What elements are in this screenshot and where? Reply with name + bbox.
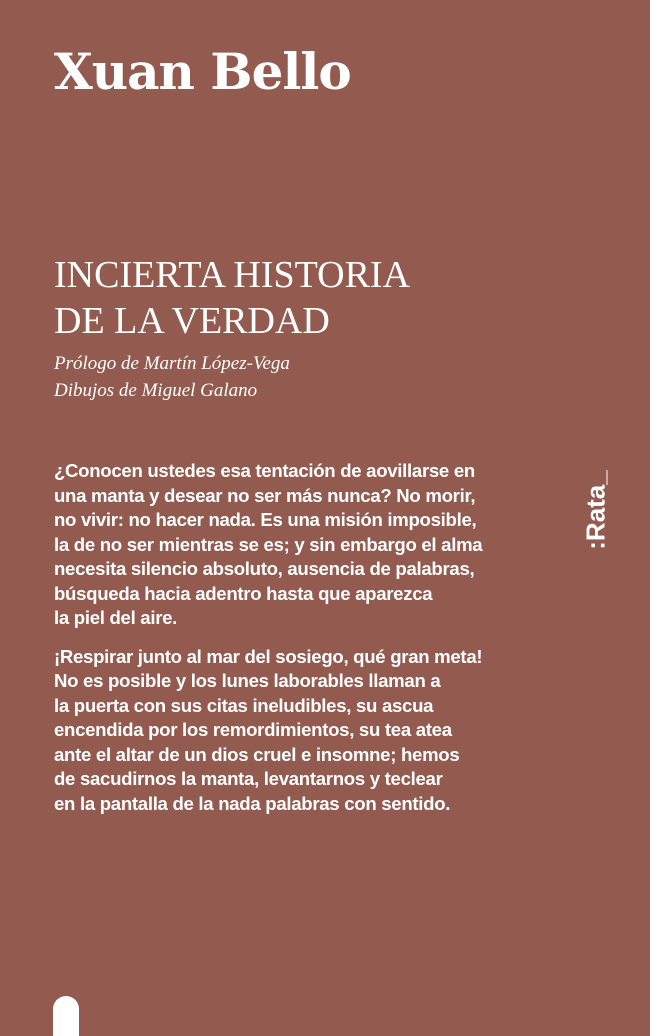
author-name: Xuan Bello bbox=[54, 42, 351, 101]
publisher-logo bbox=[578, 470, 614, 550]
blurb-line: ante el altar de un dios cruel e insomne; hemos bbox=[54, 743, 460, 765]
blurb-line: encendida por los remordimientos, su tea atea bbox=[54, 719, 452, 740]
blurb-line: de sacudirnos la manta, levantarnos y teclear bbox=[54, 768, 443, 789]
blurb-line: no vivir: no hacer nada. Es una misión imposible, bbox=[54, 509, 477, 530]
blurb-paragraph bbox=[54, 645, 554, 817]
publisher-name: :Rata_ bbox=[580, 470, 611, 550]
blurb-line: No es posible y los lunes laborables llaman a bbox=[54, 670, 441, 691]
prologue-credit: Prólogo de Martín López-Vega bbox=[54, 353, 290, 374]
blurb bbox=[54, 459, 554, 830]
blurb-paragraph bbox=[54, 459, 554, 631]
credits bbox=[54, 350, 290, 404]
blurb-line: en la pantalla de la nada palabras con sentido. bbox=[54, 792, 451, 814]
title-line: DE LA VERDAD bbox=[54, 300, 330, 342]
blurb-line: ¿Conocen ustedes esa tentación de aovillarse en bbox=[54, 460, 475, 481]
blurb-line: una manta y desear no ser más nunca? No morir, bbox=[54, 484, 476, 506]
book-title bbox=[54, 252, 410, 344]
blurb-line: la piel del aire. bbox=[54, 607, 178, 628]
title-line: INCIERTA HISTORIA bbox=[54, 254, 411, 296]
blurb-line: ¡Respirar junto al mar del sosiego, qué gran meta! bbox=[54, 645, 483, 667]
blurb-line: la puerta con sus citas ineludibles, su ascua bbox=[54, 694, 434, 716]
bookmark-tab-shape bbox=[53, 996, 79, 1036]
blurb-line: necesita silencio absoluto, ausencia de palabras, bbox=[54, 558, 475, 579]
illustrations-credit: Dibujos de Miguel Galano bbox=[54, 380, 258, 401]
blurb-line: búsqueda hacia adentro hasta que aparezca bbox=[54, 582, 433, 604]
blurb-line: la de no ser mientras se es; y sin embargo el alma bbox=[54, 533, 483, 555]
